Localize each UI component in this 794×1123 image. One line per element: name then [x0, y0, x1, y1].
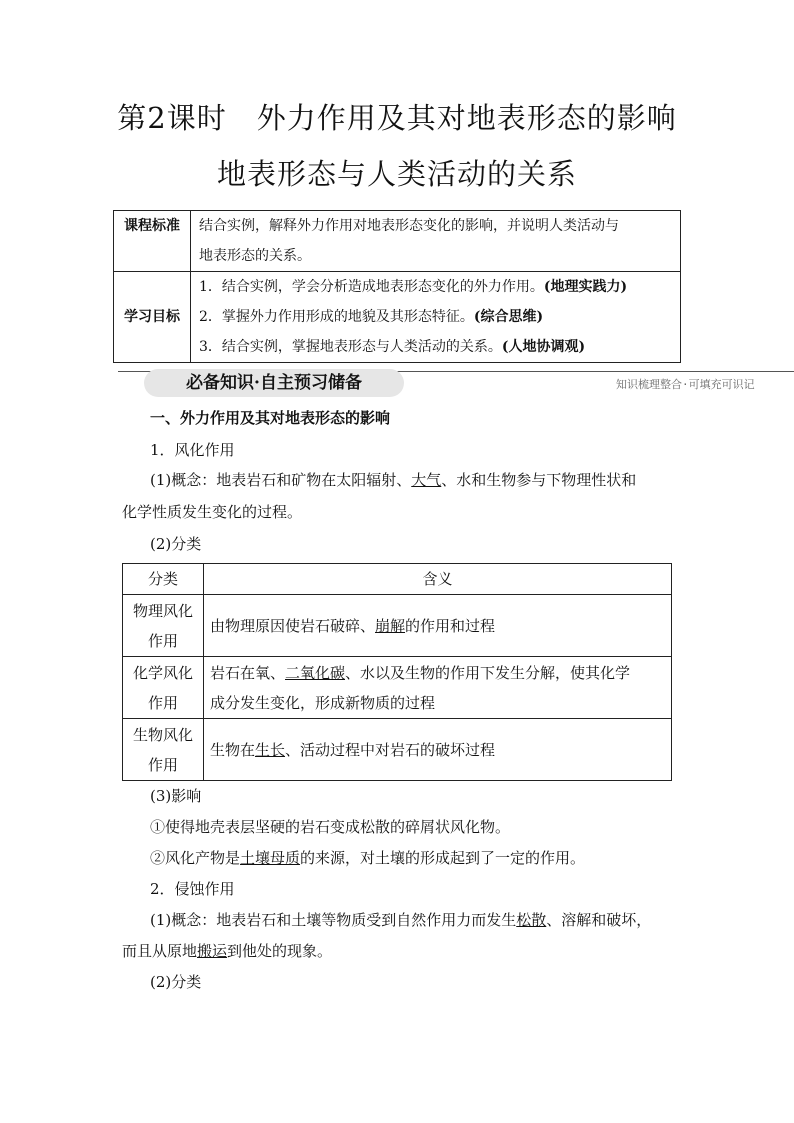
- goals-table: [113, 210, 681, 363]
- row-type: 化学风化作用: [123, 657, 204, 719]
- objective-label: 学习目标: [114, 272, 191, 363]
- answer-blank: 大气: [411, 471, 442, 489]
- table-row: [123, 595, 672, 657]
- impact-label: (3)影响: [150, 787, 202, 805]
- impact-2: ②风化产物是土壤母质的来源，对土壤的形成起到了一定的作用。: [150, 849, 586, 867]
- concept-line: (1)概念：地表岩石和矿物在太阳辐射、大气、水和生物参与下物理性状和: [150, 471, 637, 489]
- erosion-class-label: (2)分类: [150, 973, 202, 991]
- header-meaning: 含义: [204, 564, 672, 595]
- impact-1: ①使得地壳表层坚硬的岩石变成松散的碎屑状风化物。: [150, 818, 511, 836]
- concept-line2: 化学性质发生变化的过程。: [122, 503, 303, 521]
- class-label: (2)分类: [150, 535, 202, 553]
- page-subtitle: 地表形态与人类活动的关系: [216, 157, 577, 191]
- banner-note: 知识梳理整合·可填充可识记: [616, 378, 755, 391]
- row-meaning: 生物在生长、活动过程中对岩石的破坏过程: [204, 719, 672, 781]
- subheading-erosion: 2．侵蚀作用: [150, 880, 235, 898]
- standard-text: 结合实例，解释外力作用对地表形态变化的影响，并说明人类活动与 地表形态的关系。: [191, 211, 681, 272]
- weathering-table: [122, 563, 672, 781]
- answer-blank: 土壤母质: [240, 849, 301, 867]
- page-title: 第2课时 外力作用及其对地表形态的影响: [117, 101, 677, 135]
- table-row: [123, 657, 672, 719]
- standard-label: 课程标准: [114, 211, 191, 272]
- answer-blank: 二氧化碳: [285, 663, 346, 682]
- erosion-concept-line2: 而且从原地搬运到他处的现象。: [122, 942, 333, 960]
- row-meaning: 岩石在氧、二氧化碳、水以及生物的作用下发生分解，使其化学 成分发生变化，形成新物质的过程: [204, 657, 672, 719]
- answer-blank: 搬运: [197, 942, 228, 960]
- row-type: 生物风化作用: [123, 719, 204, 781]
- erosion-concept: (1)概念：地表岩石和土壤等物质受到自然作用力而发生松散、溶解和破坏，: [150, 911, 652, 929]
- table-row: [123, 719, 672, 781]
- answer-blank: 生长: [255, 740, 286, 759]
- header-type: 分类: [123, 564, 204, 595]
- section-heading: 一、外力作用及其对地表形态的影响: [150, 409, 391, 427]
- answer-blank: 崩解: [375, 616, 406, 635]
- subheading-weathering: 1．风化作用: [150, 441, 235, 459]
- answer-blank: 松散: [516, 911, 547, 929]
- section-banner: 必备知识·自主预习储备: [144, 369, 404, 397]
- objective-text: 1．结合实例，学会分析造成地表形态变化的外力作用。(地理实践力) 2．掌握外力作用形成的地貌及其形态特征。(综合思维) 3．结合实例，掌握地表形态与人类活动的关系。(人地协调观): [191, 272, 681, 363]
- row-type: 物理风化作用: [123, 595, 204, 657]
- row-meaning: 由物理原因使岩石破碎、崩解的作用和过程: [204, 595, 672, 657]
